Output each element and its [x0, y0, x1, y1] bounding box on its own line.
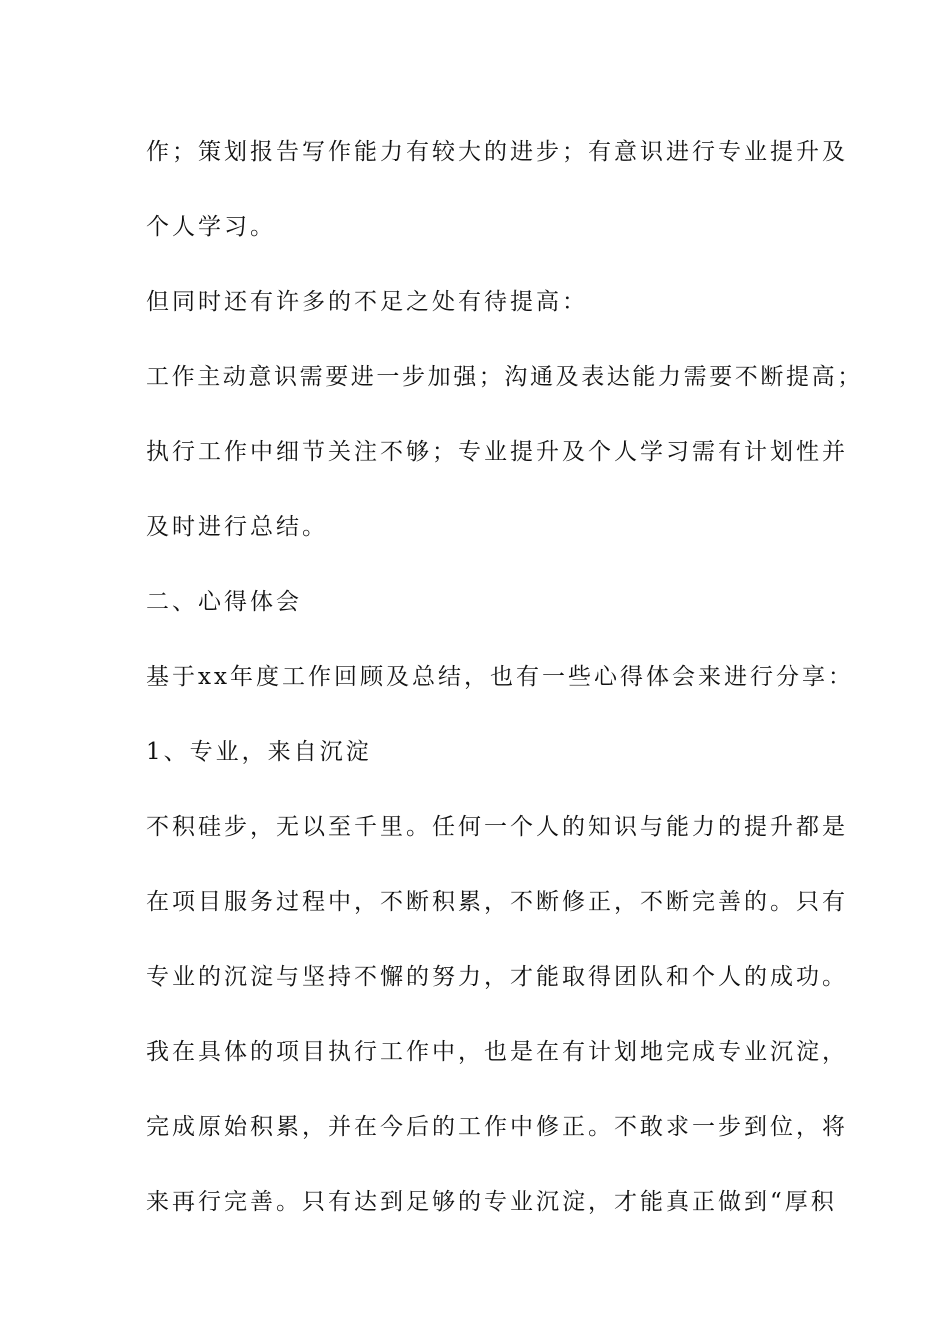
paragraph-line: 不积硅步，无以至千里。任何一个人的知识与能力的提升都是	[146, 814, 848, 840]
paragraph-line: 但同时还有许多的不足之处有待提高：	[146, 289, 588, 315]
paragraph-line: 个人学习。	[146, 214, 276, 240]
paragraph-line: 我在具体的项目执行工作中，也是在有计划地完成专业沉淀，	[146, 1039, 848, 1065]
paragraph-line: 工作主动意识需要进一步加强；沟通及表达能力需要不断提高；	[146, 364, 863, 390]
paragraph-line: 完成原始积累，并在今后的工作中修正。不敢求一步到位，将	[146, 1114, 848, 1140]
paragraph-line: 在项目服务过程中，不断积累，不断修正，不断完善的。只有	[146, 889, 848, 915]
paragraph-line: 作；策划报告写作能力有较大的进步；有意识进行专业提升及	[146, 139, 848, 165]
subsection-heading: 1、专业，来自沉淀	[146, 739, 372, 765]
paragraph-line: 执行工作中细节关注不够；专业提升及个人学习需有计划性并	[146, 439, 848, 465]
paragraph-line: 来再行完善。只有达到足够的专业沉淀，才能真正做到“厚积	[146, 1189, 837, 1215]
section-heading: 二、心得体会	[146, 589, 302, 615]
paragraph-line: 及时进行总结。	[146, 514, 328, 540]
paragraph-line: 专业的沉淀与坚持不懈的努力，才能取得团队和个人的成功。	[146, 964, 848, 990]
paragraph-line: 基于xx年度工作回顾及总结，也有一些心得体会来进行分享：	[146, 664, 854, 690]
